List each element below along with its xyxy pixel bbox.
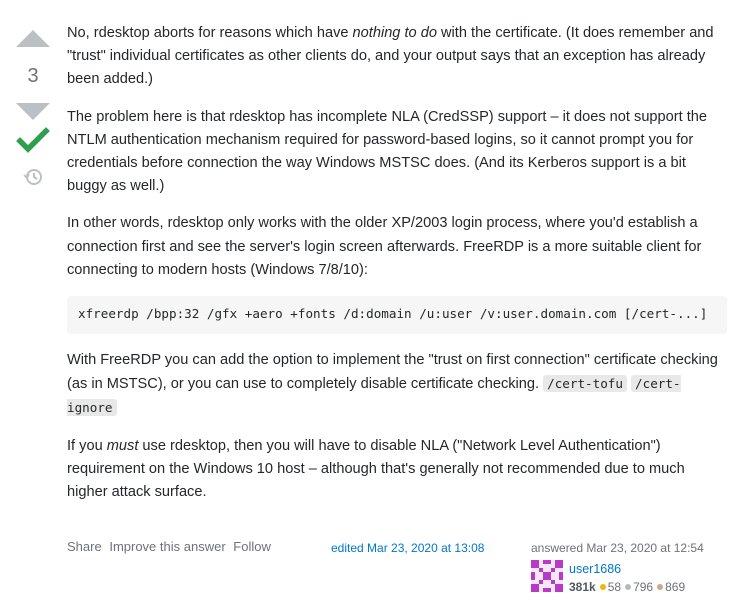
accepted-check-icon	[15, 126, 51, 156]
answer-paragraph-4: With FreeRDP you can add the option to implement the "trust on first connection" certificate checking (as in MSTSC), or you can use to completely disable certificate checking. /cert-tofu /cert-ignore	[67, 352, 718, 416]
answer-paragraph-1: No, rdesktop aborts for reasons which have nothing to do with the certificate. (It does remember and "trust" individual certificates as other clients do, and your output says that an exception has already been added.)	[67, 25, 714, 88]
inline-code-cert-tofu: /cert-tofu	[543, 375, 627, 392]
inline-code-cert-ignore: /cert-ignore	[67, 376, 681, 416]
user-name-link[interactable]: user1686	[569, 562, 622, 576]
gold-badge-icon	[600, 584, 606, 590]
post-menu	[67, 539, 275, 554]
history-icon[interactable]	[22, 166, 44, 188]
answer-paragraph-5: If you must use rdesktop, then you will have to disable NLA ("Network Level Authentication") requirement on the Windows 10 host – although that's generally not recommended due to much higher attack surface.	[67, 437, 685, 501]
post-footer	[67, 536, 732, 602]
improve-answer-link[interactable]: Improve this answer	[109, 539, 226, 554]
edited-link[interactable]: edited Mar 23, 2020 at 13:08	[331, 541, 485, 555]
bronze-badge-count: 869	[665, 580, 686, 594]
answer-paragraph-3: In other words, rdesktop only works with the older XP/2003 login process, where you'd establish a connection first and see the server's login screen afterwards. FreeRDP is a more suitable client for connecting to modern hosts (Windows 7/8/10):	[67, 215, 702, 278]
reputation-score: 381k	[569, 580, 596, 594]
user-reputation	[569, 580, 685, 594]
follow-link[interactable]: Follow	[233, 539, 271, 554]
silver-badge-count: 796	[633, 580, 654, 594]
answered-timestamp: answered Mar 23, 2020 at 12:54	[531, 541, 704, 555]
avatar-identicon-icon[interactable]	[531, 560, 563, 592]
gold-badge-count: 58	[607, 580, 622, 594]
downvote-icon[interactable]	[16, 103, 50, 120]
upvote-icon[interactable]	[16, 30, 50, 47]
answer-paragraph-2: The problem here is that rdesktop has incomplete NLA (CredSSP) support – it does not support the NTLM authentication mechanism required for password-based logins, so it cannot prompt you for credentials before connection the way Windows MSTSC does. (And its Kerberos support is a bit buggy as well.)	[67, 108, 708, 195]
bronze-badge-icon	[657, 584, 663, 590]
vote-count: 3	[27, 65, 39, 87]
silver-badge-icon	[625, 584, 631, 590]
vote-cell	[15, 30, 51, 188]
answer-body	[67, 22, 727, 518]
share-link[interactable]: Share	[67, 539, 102, 554]
code-block: xfreerdp /bpp:32 /gfx +aero +fonts /d:domain /u:user /v:user.domain.com [/cert-...]	[67, 296, 727, 334]
